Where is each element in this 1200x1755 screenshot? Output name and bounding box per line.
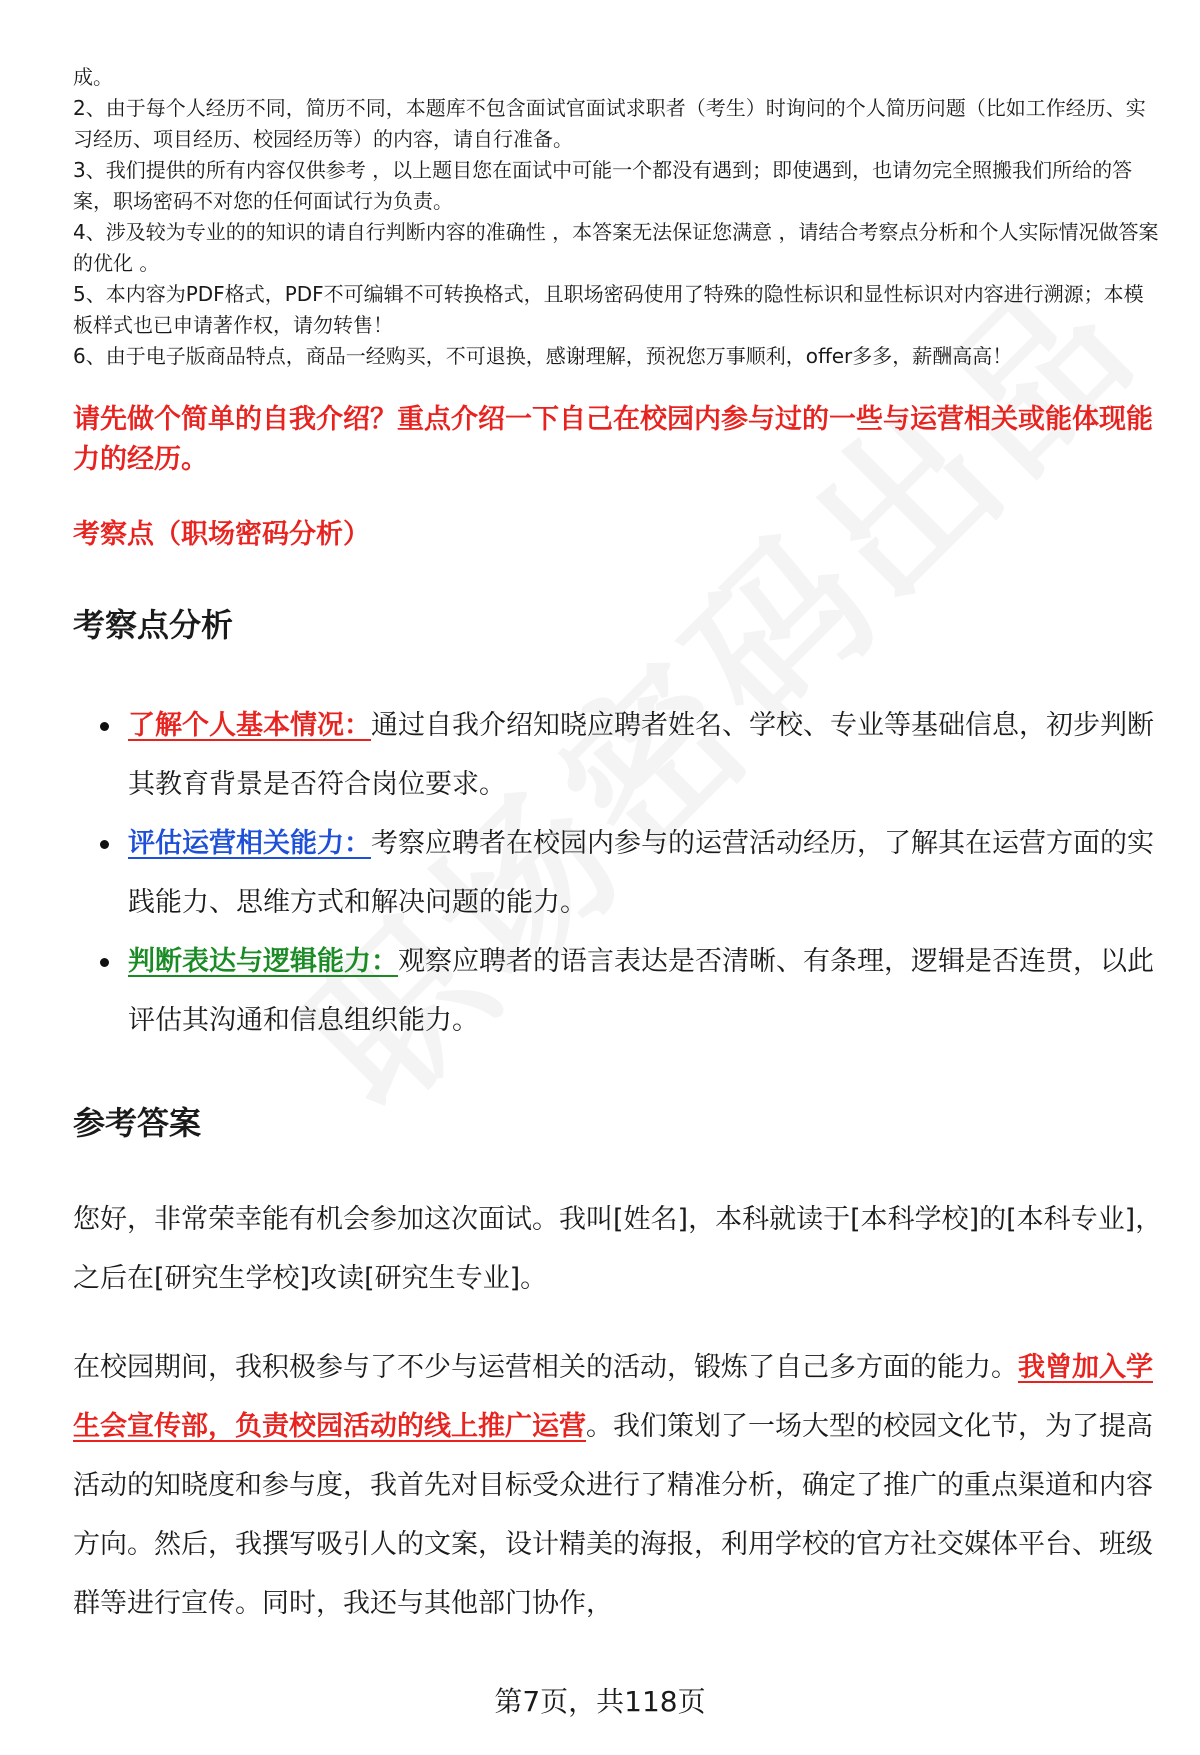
- bullet-text: 观察应聘者的语言表达是否清晰、有条理，逻辑是否连贯，以此评估其沟通和信息组织能力。: [128, 946, 1154, 1036]
- notes-list: [73, 62, 1163, 372]
- bullet-text: 考察应聘者在校园内参与的运营活动经历，了解其在运营方面的实践能力、思维方式和解决问题的能力。: [128, 828, 1154, 918]
- note-item: 6、由于电子版商品特点，商品一经购买，不可退换，感谢理解，预祝您万事顺利，offer多多，薪酬高高！: [73, 344, 1013, 368]
- answer-paragraph: [73, 1338, 1163, 1633]
- section-heading-analysis: 考察点分析: [73, 606, 234, 644]
- note-item: 4、涉及较为专业的的知识的请自行判断内容的准确性 ，本答案无法保证您满意 ，请结合考察点分析和个人实际情况做答案的优化 。: [73, 220, 1159, 275]
- bullet-lead: 判断表达与逻辑能力：: [128, 946, 398, 977]
- note-item: 3、我们提供的所有内容仅供参考 ，以上题目您在面试中可能一个都没有遇到；即使遇到，也请勿完全照搬我们所给的答案，职场密码不对您的任何面试行为负责。: [73, 158, 1133, 213]
- answer-text: 。我们策划了一场大型的校园文化节，为了提高活动的知晓度和参与度，我首先对目标受众进行了精准分析，确定了推广的重点渠道和内容方向。然后，我撰写吸引人的文案，设计精美的海报，利用学校的官方社交媒体平台、班级群等进行宣传。同时，我还与其他部门协作，: [73, 1411, 1153, 1619]
- bullet-dot-icon: [100, 958, 109, 967]
- bullet-text: 通过自我介绍知晓应聘者姓名、学校、专业等基础信息，初步判断其教育背景是否符合岗位要求。: [128, 710, 1154, 800]
- answer-text: 在校园期间，我积极参与了不少与运营相关的活动，锻炼了自己多方面的能力。: [73, 1352, 1018, 1383]
- answer-paragraph: 您好，非常荣幸能有机会参加这次面试。我叫[姓名]，本科就读于[本科学校]的[本科专业]，之后在[研究生学校]攻读[研究生专业]。: [73, 1204, 1163, 1294]
- bullet-item: [73, 696, 1163, 814]
- answer-highlight: 我曾加入学生会宣传部，负责校园活动的线上推广运营: [73, 1352, 1153, 1442]
- answer-body: [73, 1190, 1163, 1663]
- section-heading-answer: 参考答案: [73, 1104, 202, 1142]
- bullet-item: [73, 814, 1163, 932]
- bullet-dot-icon: [100, 840, 109, 849]
- note-item: 成。: [73, 65, 113, 89]
- note-item: 2、由于每个人经历不同，简历不同，本题库不包含面试官面试求职者（考生）时询问的个人简历问题（比如工作经历、实习经历、项目经历、校园经历等）的内容，请自行准备。: [73, 96, 1146, 151]
- bullet-item: [73, 932, 1163, 1050]
- analysis-bullets: [73, 696, 1163, 1050]
- analysis-label: 考察点（职场密码分析）: [73, 519, 370, 550]
- page-number: 第7页，共118页: [494, 1685, 706, 1718]
- bullet-lead: 了解个人基本情况：: [128, 710, 371, 741]
- bullet-dot-icon: [100, 722, 109, 731]
- interview-question: 请先做个简单的自我介绍？重点介绍一下自己在校园内参与过的一些与运营相关或能体现能力的经历。: [73, 404, 1153, 475]
- bullet-lead: 评估运营相关能力：: [128, 828, 371, 859]
- note-item: 5、本内容为PDF格式，PDF不可编辑不可转换格式，且职场密码使用了特殊的隐性标识和显性标识对内容进行溯源；本模板样式也已申请著作权，请勿转售！: [73, 282, 1144, 337]
